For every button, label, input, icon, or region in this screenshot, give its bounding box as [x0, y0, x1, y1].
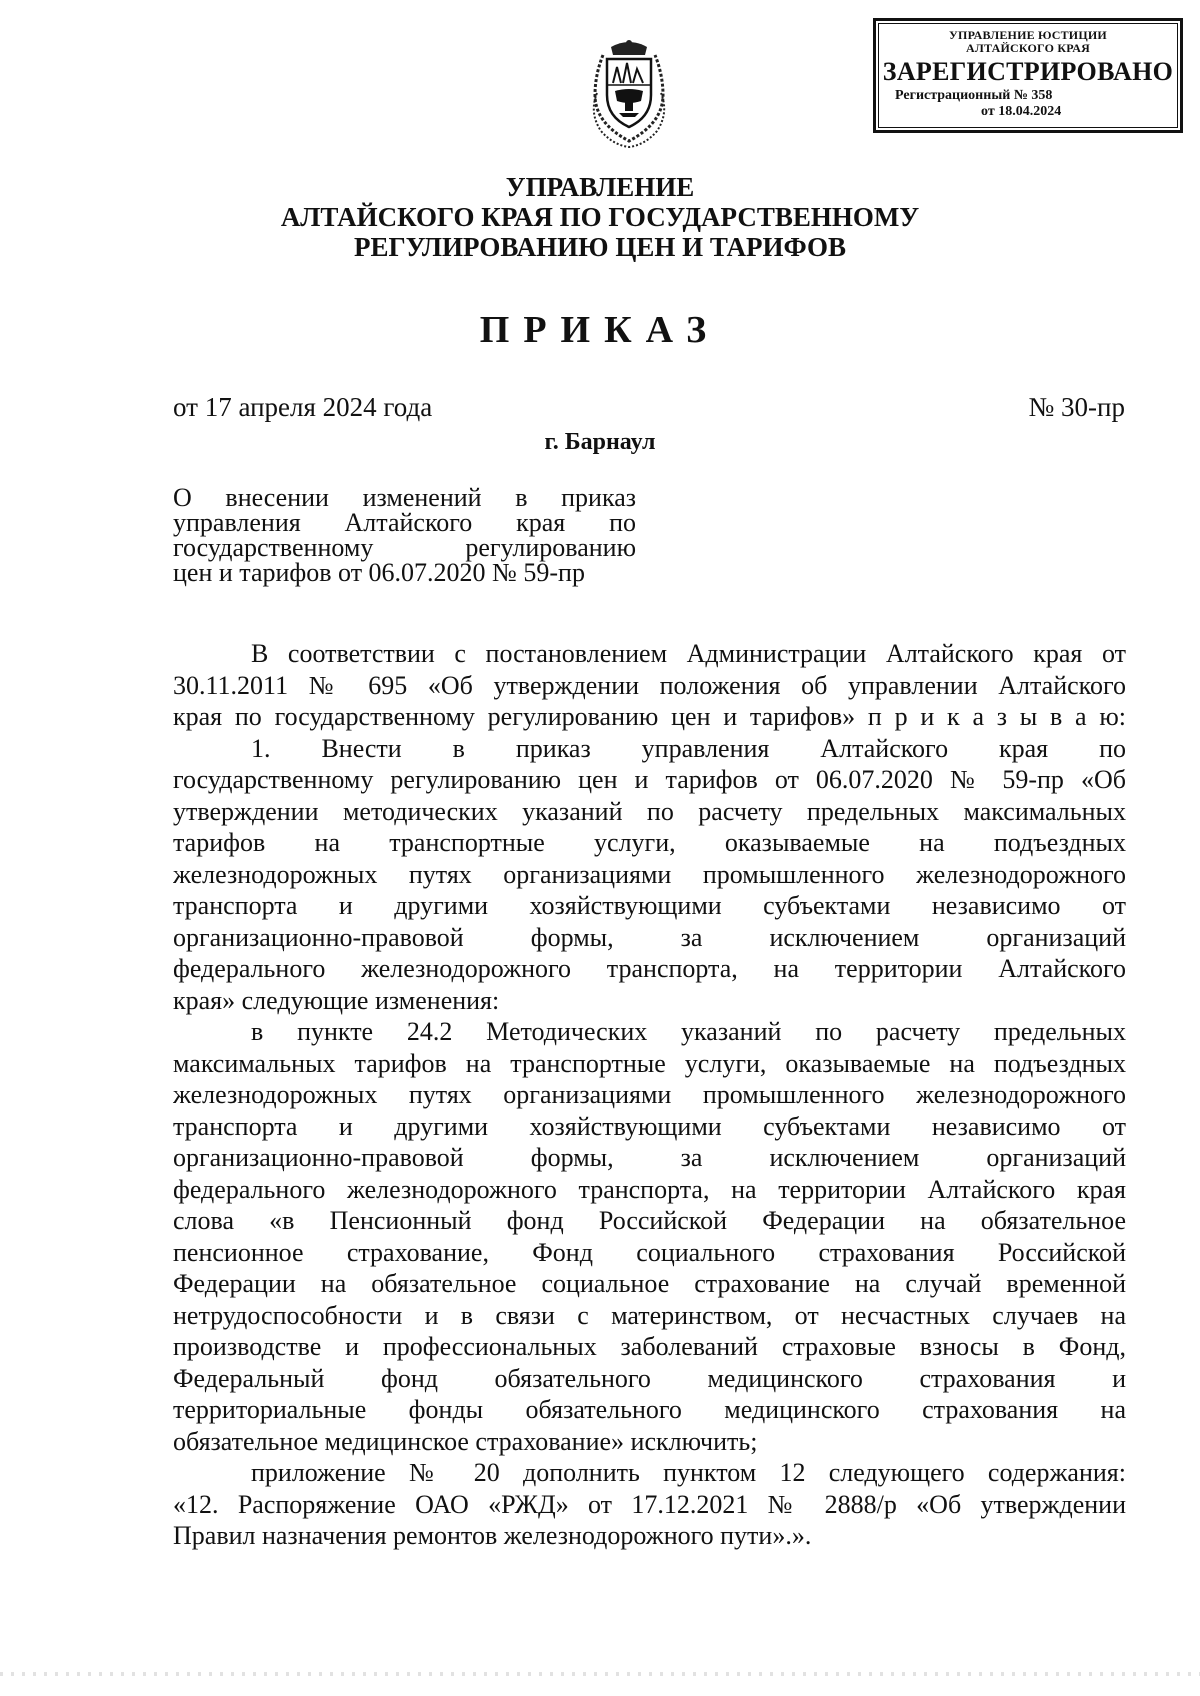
stamp-registered: ЗАРЕГИСТРИРОВАНО — [882, 57, 1174, 86]
body-line: пенсионное страхование, Фонд социального страхования Российской — [173, 1237, 1126, 1267]
body-line: транспорта и другими хозяйствующими субъектами независимо от — [173, 891, 1126, 920]
coat-of-arms-icon — [583, 35, 675, 151]
registration-stamp — [873, 18, 1183, 133]
body-line: организационно-правовой формы, за исключением организаций — [173, 922, 1126, 952]
body-line: производстве и профессиональных заболеваний страховые взносы в Фонд, — [173, 1332, 1126, 1361]
body-line: утверждении методических указаний по расчету предельных максимальных — [173, 796, 1126, 826]
body-line: 30.11.2011 № 695 «Об утверждении положения об управлении Алтайского — [173, 670, 1126, 700]
body-line: края» следующие изменения: — [173, 985, 500, 1015]
body-line: 1. Внести в приказ управления Алтайского края по — [251, 733, 1126, 763]
body-line: территориальные фонды обязательного медицинского страхования на — [173, 1395, 1126, 1424]
body-line: обязательное медицинское страхование» исключить; — [173, 1426, 758, 1456]
heading-line-2: АЛТАЙСКОГО КРАЯ ПО ГОСУДАРСТВЕННОМУ — [280, 202, 920, 232]
body-line: нетрудоспособности и в связи с материнством, от несчастных случаев на — [173, 1300, 1126, 1330]
stamp-reg-number: Регистрационный № 358 — [895, 88, 1053, 103]
body-line: приложение № 20 дополнить пунктом 12 следующего содержания: — [251, 1458, 1126, 1487]
body-line: тарифов на транспортные услуги, оказываемые на подъездных — [173, 828, 1126, 857]
body-line: транспорта и другими хозяйствующими субъектами независимо от — [173, 1111, 1126, 1141]
body-line: железнодорожных путях организациями промышленного железнодорожного — [173, 859, 1126, 889]
scan-artifact-divider — [0, 1672, 1200, 1676]
stamp-org-line1: УПРАВЛЕНИЕ ЮСТИЦИИ — [949, 28, 1107, 42]
body-line: федерального железнодорожного транспорта, на территории Алтайского края — [173, 1174, 1126, 1204]
order-city: г. Барнаул — [544, 429, 656, 455]
body-line: государственному регулированию цен и тарифов от 06.07.2020 № 59-пр «Об — [173, 765, 1126, 794]
body-line: слова «в Пенсионный фонд Российской Федерации на обязательное — [173, 1206, 1126, 1235]
body-line: В соответствии с постановлением Администрации Алтайского края от — [251, 639, 1126, 668]
stamp-org-line2: АЛТАЙСКОГО КРАЯ — [966, 41, 1090, 55]
body-line: Правил назначения ремонтов железнодорожного пути».». — [173, 1521, 812, 1550]
stamp-reg-date: от 18.04.2024 — [981, 104, 1062, 119]
order-date: от 17 апреля 2024 года — [173, 392, 433, 422]
body-line: края по государственному регулированию цен и тарифов» п р и к а з ы в а ю: — [173, 702, 1126, 731]
body-line: «12. Распоряжение ОАО «РЖД» от 17.12.2021 № 2888/р «Об утверждении — [173, 1489, 1126, 1519]
body-line: организационно-правовой формы, за исключением организаций — [173, 1143, 1126, 1172]
order-body — [173, 638, 1126, 1552]
body-line: максимальных тарифов на транспортные услуги, оказываемые на подъездных — [173, 1048, 1126, 1078]
order-subject — [173, 485, 636, 585]
heading-line-3: РЕГУЛИРОВАНИЮ ЦЕН И ТАРИФОВ — [353, 232, 847, 262]
subject-line: государственному регулированию — [173, 533, 636, 562]
body-line: Федерации на обязательное социальное страхование на случай временной — [173, 1269, 1126, 1298]
subject-line: цен и тарифов от 06.07.2020 № 59-пр — [173, 558, 585, 587]
order-number: № 30-пр — [1028, 392, 1125, 422]
body-line: федерального железнодорожного транспорта, на территории Алтайского — [173, 954, 1126, 983]
subject-line: О внесении изменений в приказ — [173, 483, 636, 512]
document-title: ПРИКАЗ — [479, 309, 721, 351]
body-line: в пункте 24.2 Методических указаний по расчету предельных — [251, 1017, 1126, 1046]
body-line: железнодорожных путях организациями промышленного железнодорожного — [173, 1080, 1126, 1109]
heading-line-1: УПРАВЛЕНИЕ — [505, 172, 695, 202]
organization-heading — [150, 172, 1050, 262]
body-line: Федеральный фонд обязательного медицинского страхования и — [173, 1363, 1126, 1393]
subject-line: управления Алтайского края по — [173, 508, 636, 537]
